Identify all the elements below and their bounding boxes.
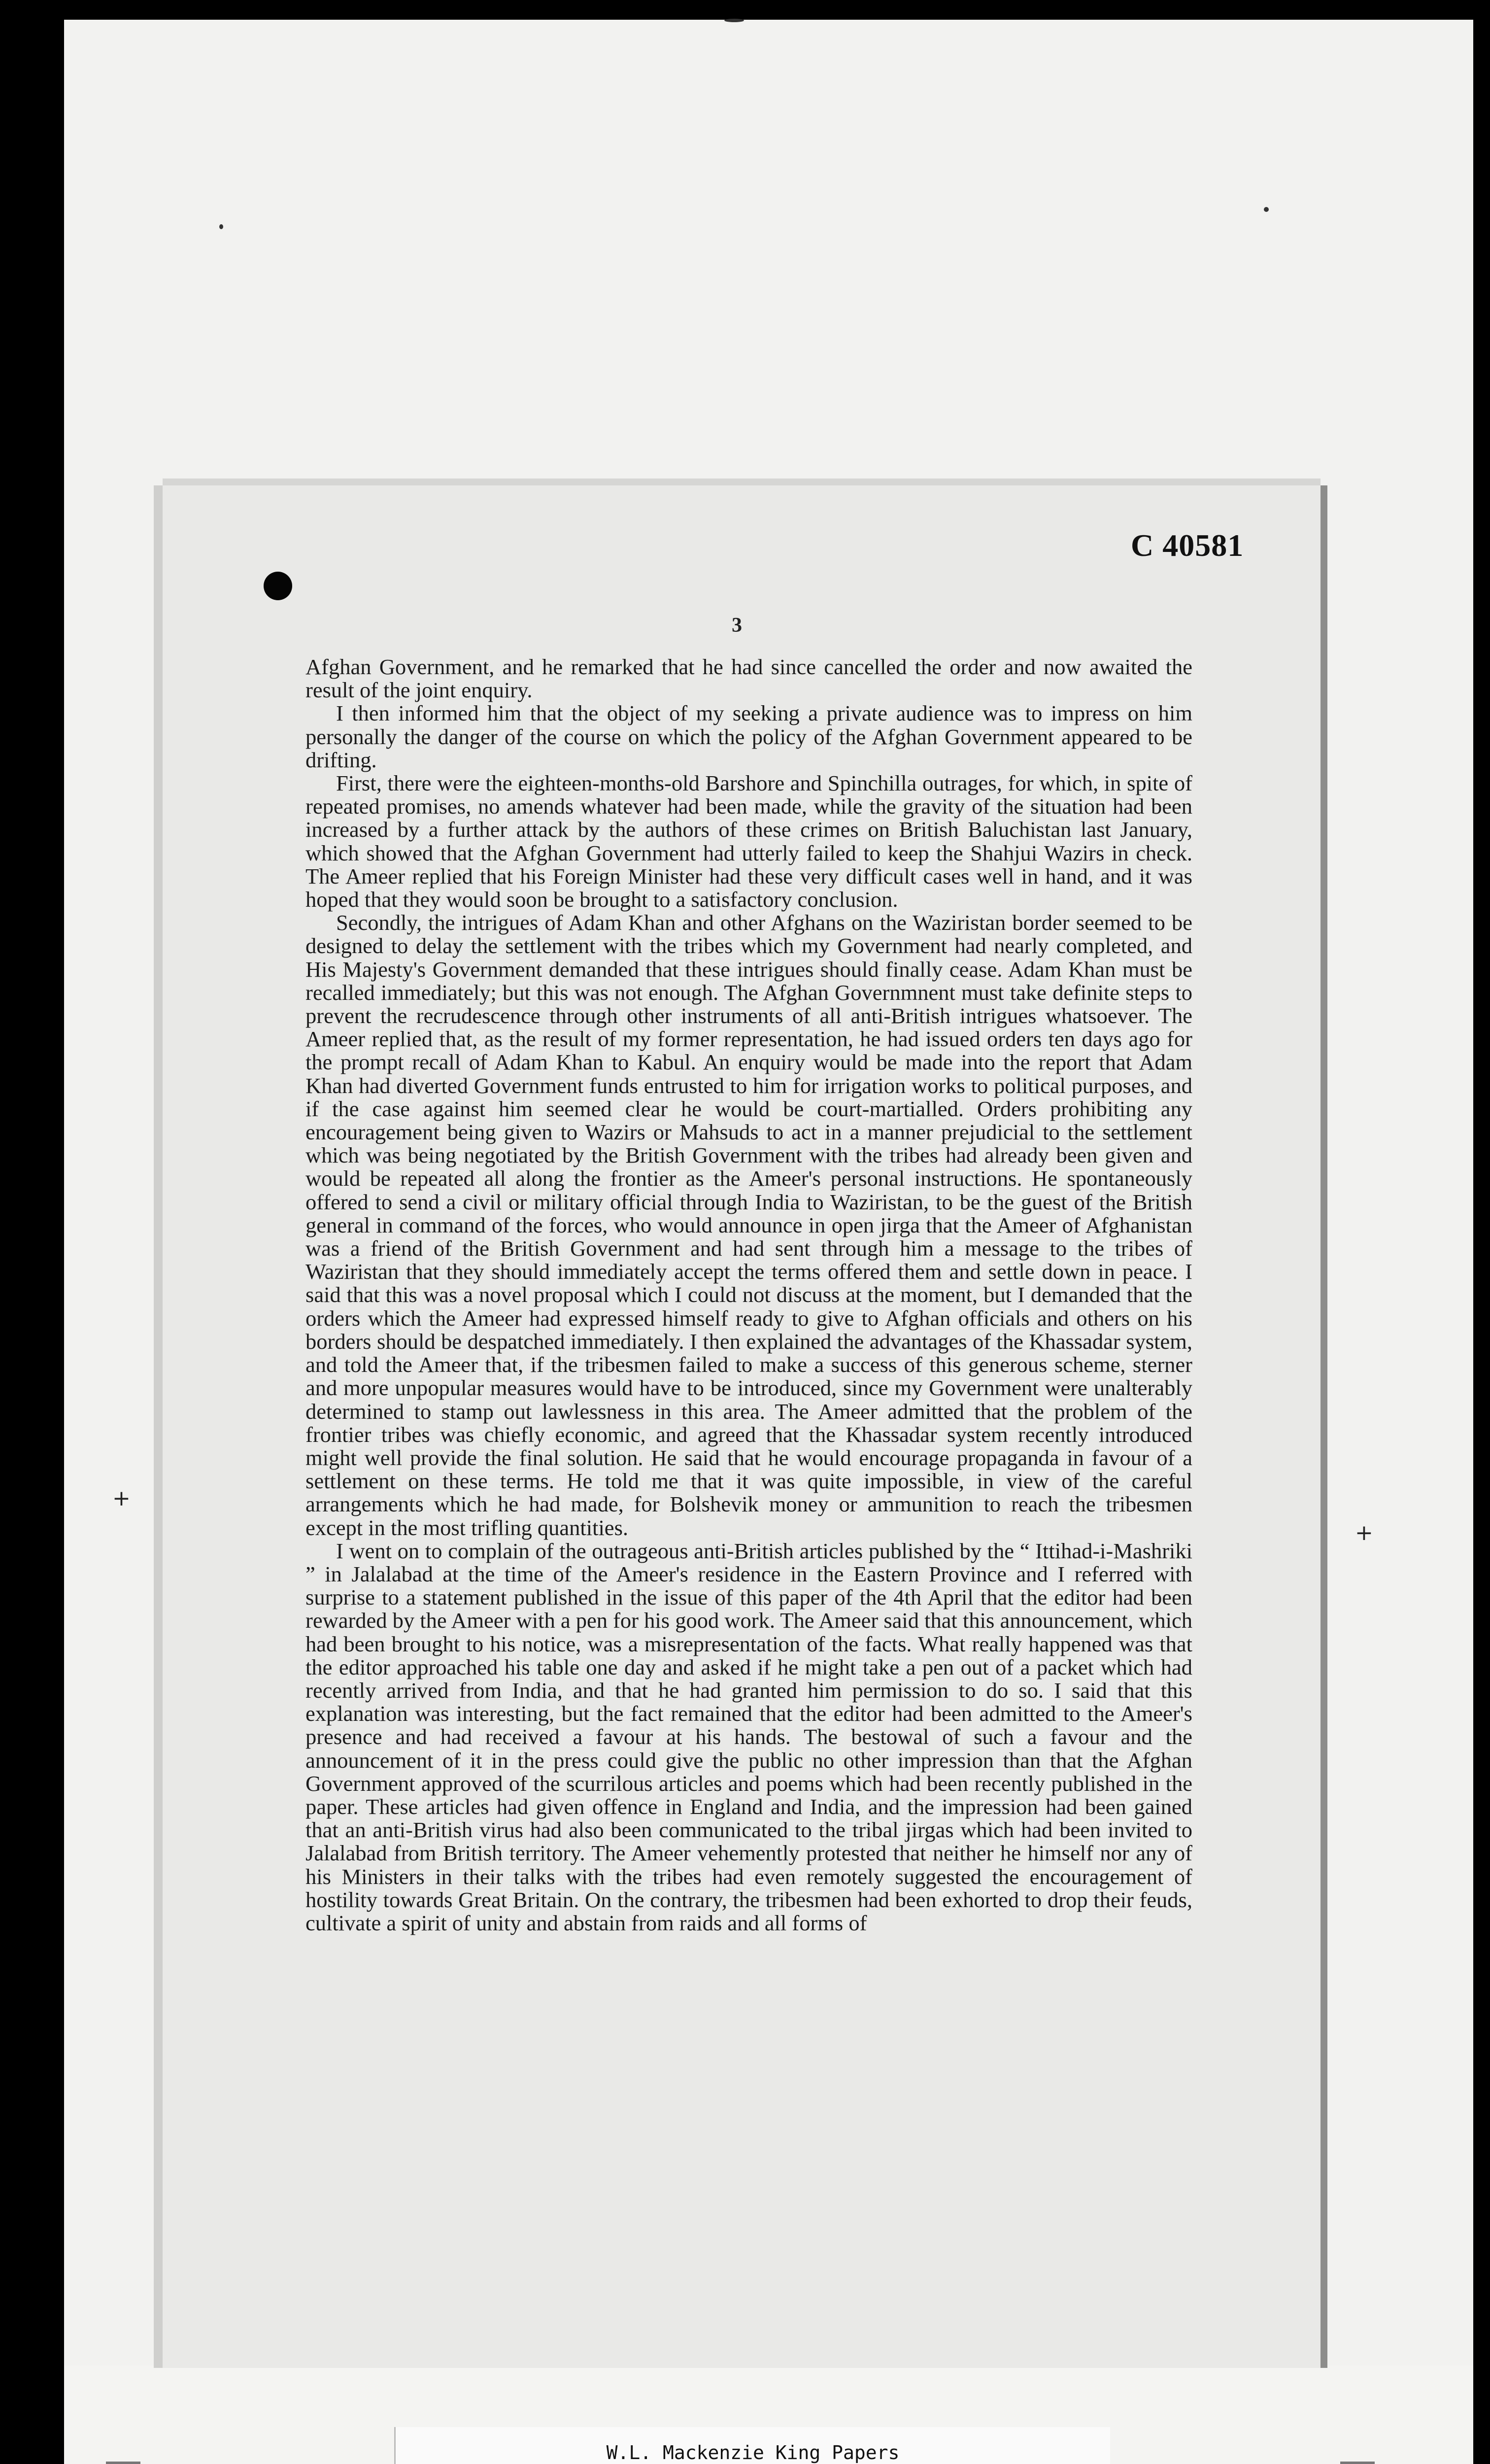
paragraph: Secondly, the intrigues of Adam Khan and other Afghans on the Waziristan border seemed to be designed to delay the settlement with the tribes which my Government had nearly completed, and His Majesty's Government demanded that these intrigues should finally cease. Adam Khan must be recalled immediately; but this was not enough. The Afghan Governmnent must take definite steps to prevent the recrudescence through other instruments of all anti-British intrigues whatsoever. The Ameer replied that, as the result of my former representation, he had issued orders ten days ago for the prompt recall of Adam Khan to Kabul. An enquiry would be made into the report that Adam Khan had diverted Government funds entrusted to him for irrigation works to political purposes, and if the case against him seemed clear he would be court-martialled. Orders prohibiting any encouragement being given to Wazirs or Mahsuds to act in a manner prejudicial to the settlement which was being negotiated by the British Government with the tribes had already been given and would be repeated all along the frontier as the Ameer's personal instructions. He spontaneously offered to send a civil or military official through India to Waziristan, to be the guest of the British general in command of the forces, who would announce in open jirga that the Ameer of Afghanistan was a friend of the British Government and had sent through him a message to the tribes of Waziristan that they should immediately accept the terms offered them and settle down in peace. I said that this was a novel proposal which I could not discuss at the moment, but I demanded that the orders which the Ameer had expressed himself ready to give to Afghan officials and others on his borders should be despatched immediately. I then explained the advantages of the Khassadar system, and told the Ameer that, if the tribesmen failed to make a success of this generous scheme, sterner and more unpopular measures would have to be introduced, since my Government were unalterably determined to stamp out lawlessness in this area. The Ameer admitted that the problem of the frontier tribes was chiefly economic, and agreed that the Khassadar system recently introduced might well provide the final solution. He said that he would encourage propaganda in favour of a settlement on these terms. He told me that it was quite impossible, in view of the careful arrangements which he had made, for Bolshevik money or ammunition to reach the tribesmen except in the most trifling quantities.: [305, 910, 1192, 1540]
dust-speck: [724, 19, 744, 22]
collection-name: W.L. Mackenzie King Papers: [606, 2442, 900, 2464]
paragraph: First, there were the eighteen-months-old Barshore and Spinchilla outrages, for which, in spite of repeated promises, no amends whatever had been made, while the gravity of the situation had been increased by a further attack by the authors of these crimes on British Baluchistan last January, which showed that the Afghan Government had utterly failed to keep the Shahjui Wazirs in check. The Ameer replied that his Foreign Minister had these very difficult cases well in hand, and it was hoped that they would soon be brought to a satisfactory conclusion.: [305, 771, 1192, 912]
page-edge-shadow: [1321, 485, 1327, 2368]
paragraph: Afghan Government, and he remarked that he had since cancelled the order and now awaited the result of the joint enquiry.: [305, 654, 1192, 703]
catalog-number: C 40581: [1131, 528, 1244, 563]
archive-label: [394, 2427, 1110, 2464]
registration-mark: +: [1355, 1520, 1373, 1545]
punch-hole: [264, 572, 292, 600]
corner-mark: [106, 2462, 140, 2464]
corner-mark: [1340, 2462, 1375, 2464]
registration-mark: +: [112, 1486, 131, 1511]
document-body: [305, 655, 1192, 1935]
paragraph: I then informed him that the object of my seeking a private audience was to impress on him personally the danger of the course on which the policy of the Afghan Government appeared to be drifting.: [305, 701, 1192, 772]
dust-speck: [1264, 207, 1269, 212]
page-number: 3: [732, 614, 742, 637]
paragraph: I went on to complain of the outrageous anti-British articles published by the “ Ittihad-i-Mashriki ” in Jalalabad at the time of the Ameer's residence in the Eastern Province and I referred with surprise to a statement published in the issue of this paper of the 4th April that the editor had been rewarded by the Ameer with a pen for his good work. The Ameer said that this announcement, which had been brought to his notice, was a misrepresentation of the facts. What really happened was that the editor approached his table one day and asked if he might take a pen out of a packet which had recently arrived from India, and that he had granted him permission to do so. I said that this explanation was interesting, but the fact remained that the editor had been admitted to the Ameer's presence and had received a favour at his hands. The bestowal of such a favour and the announcement of it in the press could give the public no other impression than that the Afghan Government approved of the scurrilous articles and poems which had been recently published in the paper. These articles had given offence in England and India, and the impression had been gained that an anti-British virus had also been communicated to the tribal jirgas which had been invited to Jalalabad from British territory. The Ameer vehemently protested that neither he himself nor any of his Ministers in their talks with the tribes had even remotely suggested the encouragement of hostility towards Great Britain. On the contrary, the tribesmen had been exhorted to drop their feuds, cultivate a spirit of unity and abstain from raids and all forms of: [305, 1538, 1192, 1935]
dust-speck: [219, 224, 223, 229]
